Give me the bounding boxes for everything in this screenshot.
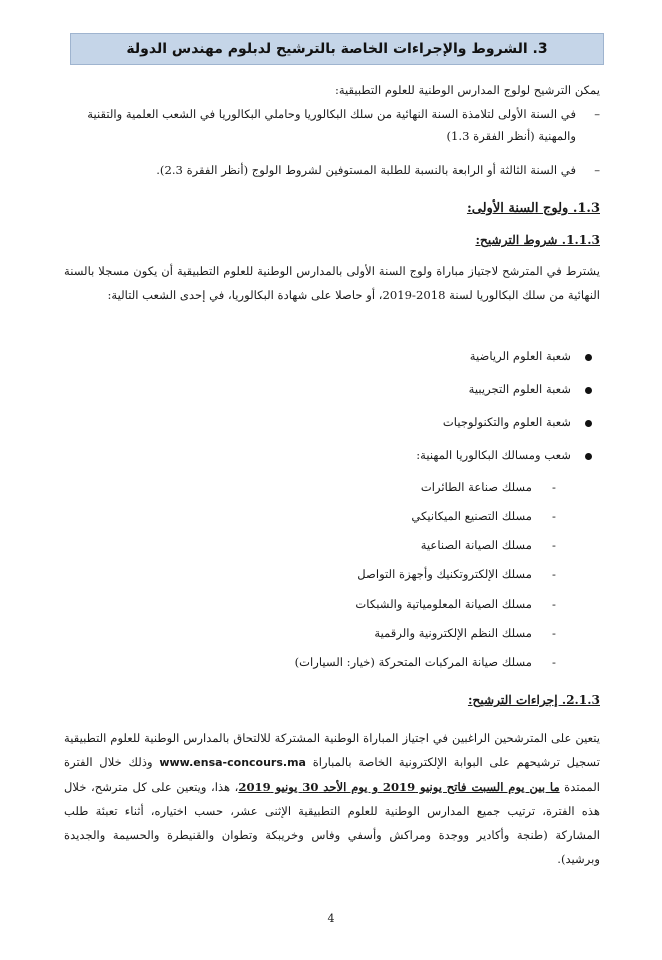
track-label: مسلك النظم الإلكترونية والرقمية <box>374 626 532 640</box>
dash-marker: - <box>552 626 556 640</box>
branch-item <box>443 413 592 431</box>
dash-marker: - <box>552 509 556 523</box>
heading-conditions: 1.1.3. شروط الترشيح: <box>475 233 600 247</box>
bullet-icon <box>585 453 592 460</box>
heading-first-year-access: 1.3. ولوج السنة الأولى: <box>466 201 600 216</box>
bullet-icon <box>585 354 592 361</box>
heading-procedures: 2.1.3. إجراءات الترشيح: <box>467 693 600 707</box>
conditions-paragraph: يشترط في المترشح لاجتياز مباراة ولوج السنة الأولى بالمدارس الوطنية للعلوم التطبيقية أن يكون مسجلا بالسنة النهائية من سلك البكالوريا لسنة 2018-2019، أو حاصلا على شهادة البكالوريا، في إحدى الشعب التالية: <box>64 264 600 302</box>
track-item <box>357 565 562 583</box>
intro-item-1 <box>64 103 600 147</box>
bullet-icon <box>585 420 592 427</box>
branch-item <box>469 380 592 398</box>
dash-marker: - <box>552 655 556 669</box>
bullet-icon <box>585 387 592 394</box>
track-label: مسلك التصنيع الميكانيكي <box>411 509 532 523</box>
track-item <box>295 653 562 671</box>
branch-label: شعبة العلوم الرياضية <box>469 349 571 363</box>
procedure-text: ، هذا، ويتعين على كل مترشح، خلال هذه الفترة، ترتيب جميع المدارس الوطنية للعلوم التطبيقية الإثنى عشر، حسب اختياره، أثناء تعبئة طلب المشاركة (طنجة وأكادير ووجدة ومراكش وأسفي وفاس وخريبكة وتطوان والقنيطرة والحسيمة والجديدة وبرشيد). <box>64 780 600 866</box>
track-item <box>421 478 562 496</box>
dash-marker: – <box>594 163 600 177</box>
dash-marker: - <box>552 538 556 552</box>
dash-marker: – <box>594 107 600 121</box>
section-title-banner <box>70 33 604 65</box>
dash-marker: - <box>552 597 556 611</box>
procedure-paragraph <box>64 726 600 871</box>
intro-item-2 <box>64 159 600 181</box>
track-item <box>411 507 562 525</box>
track-item <box>374 624 562 642</box>
track-label: مسلك صيانة المركبات المتحركة (خيار: السيارات) <box>294 655 532 669</box>
dash-marker: - <box>552 480 556 494</box>
procedure-text: يتعين على المترشحين الراغبين في اجتياز المباراة الوطنية المشتركة للالتحاق بالمدارس الوطنية للعلوم التطبيقية تسجيل ترشيحهم على البوابة الإلكترونية الخاصة بالمباراة <box>64 731 600 769</box>
branch-item <box>416 446 592 464</box>
procedure-text: وذلك خلال الفترة الممتدة <box>64 755 600 794</box>
registration-period: ما بين يوم السبت فاتح يونيو 2019 و يوم الأحد 30 يونيو 2019 <box>238 780 560 794</box>
dash-marker: - <box>552 567 556 581</box>
track-label: مسلك صناعة الطائرات <box>420 480 532 494</box>
track-item <box>421 536 562 554</box>
track-label: مسلك الإلكتروتكنيك وأجهزة التواصل <box>357 567 532 581</box>
intro-item-text: في السنة الثالثة أو الرابعة بالنسبة للطلبة المستوفين لشروط الولوج (أنظر الفقرة 2.3). <box>156 163 576 177</box>
intro-item-text: في السنة الأولى لتلامذة السنة النهائية من سلك البكالوريا وحاملي البكالوريا في الشعب العلمية والتقنية والمهنية (أنظر الفقرة 1.3) <box>87 107 576 143</box>
section-title: 3. الشروط والإجراءات الخاصة بالترشيح لدبلوم مهندس الدولة <box>126 41 548 57</box>
track-label: مسلك الصيانة المعلومياتية والشبكات <box>355 597 532 611</box>
contest-portal-link[interactable]: www.ensa-concours.ma <box>159 756 306 769</box>
branch-label: شعبة العلوم والتكنولوجيات <box>442 415 571 429</box>
intro-text: يمكن الترشيح لولوج المدارس الوطنية للعلوم التطبيقية: <box>334 83 600 97</box>
branch-label: شعبة العلوم التجريبية <box>468 382 571 396</box>
branch-label: شعب ومسالك البكالوريا المهنية: <box>416 448 571 462</box>
track-item <box>355 595 562 613</box>
track-label: مسلك الصيانة الصناعية <box>420 538 532 552</box>
branch-item <box>470 347 592 365</box>
page-number: 4 <box>327 912 335 925</box>
